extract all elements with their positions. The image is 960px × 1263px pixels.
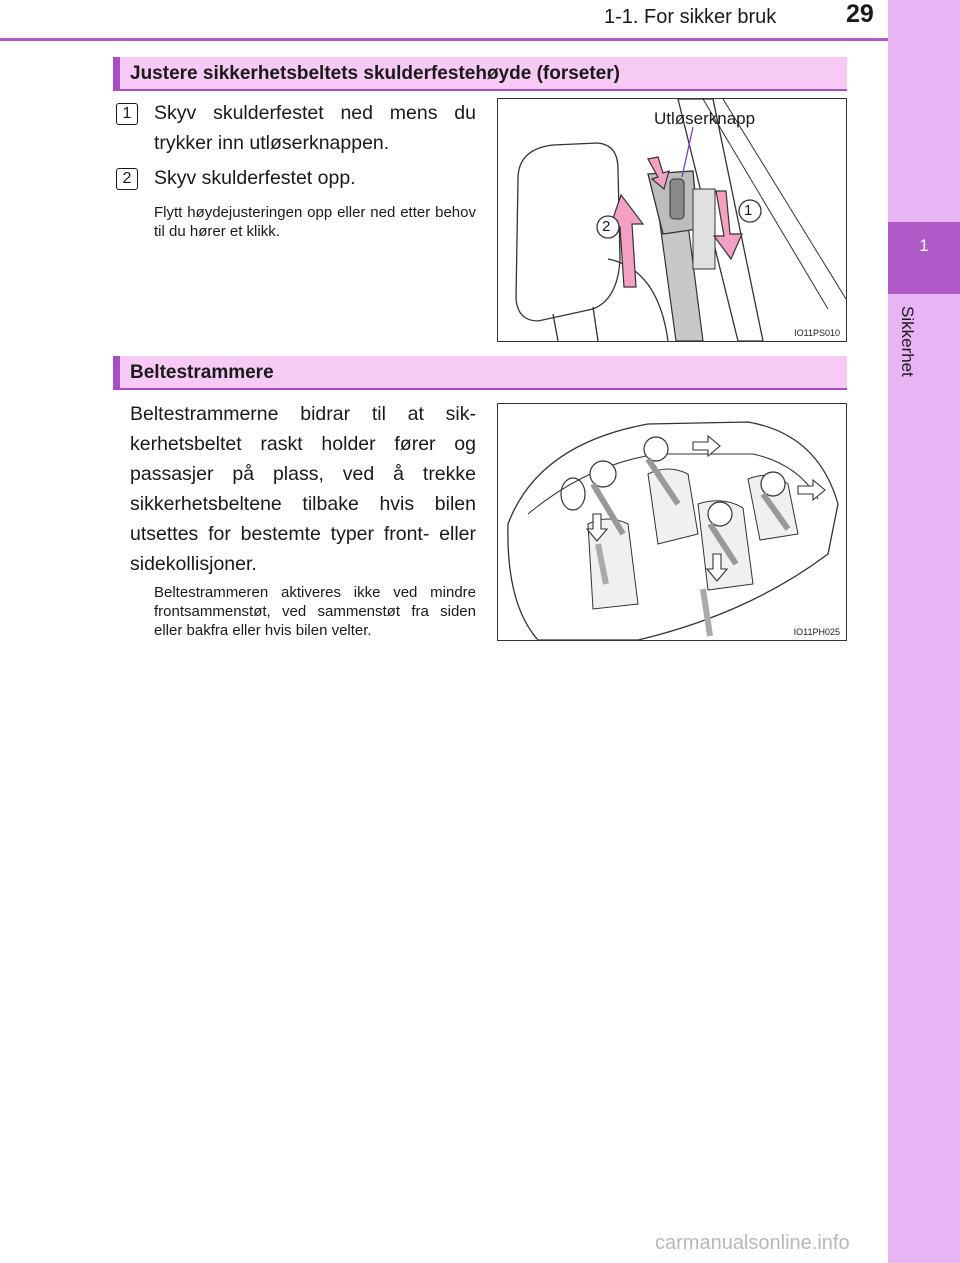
chapter-number: 1 — [919, 236, 929, 255]
section-reference: 1-1. For sikker bruk — [604, 6, 777, 28]
cabin-cutaway-illustration — [498, 404, 846, 640]
figure-code: IO11PS010 — [794, 328, 840, 338]
shoulder-anchor-figure — [497, 98, 847, 342]
shoulder-anchor-illustration — [498, 99, 846, 341]
adjustment-note: Flytt høydejusteringen opp eller ned etter behov til du hører et klikk. — [154, 204, 476, 240]
figure-marker-1: 1 — [744, 202, 753, 219]
chapter-number-block — [888, 222, 960, 294]
pretensioner-note: Beltestrammeren aktiveres ikke ved mindre frontsammenstøt, ved sammenstøt fra siden eller bakfra eller hvis bilen velter. — [154, 584, 476, 639]
step-marker-2: 2 — [116, 168, 138, 190]
section-title-pretensioners: Beltestrammere — [113, 356, 847, 390]
figure-code: IO11PH025 — [793, 627, 840, 637]
chapter-name: Sikkerhet — [898, 306, 917, 377]
page-number: 29 — [846, 0, 874, 28]
step-text-1: Skyv skulderfestet ned mens du trykker inn utløserknappen. — [154, 102, 476, 154]
pretensioner-body: Beltestrammerne bidrar til at sik-kerhetsbeltet raskt holder fører og passasjer på plass, ved å trekke sikkerhetsbeltene tilbake hvis bilen utsettes for bestemte typer front- eller sidekollisjoner. — [130, 403, 476, 575]
chapter-side-tab — [888, 0, 960, 1263]
pretensioner-figure — [497, 403, 847, 641]
section-title-shoulder-anchor: Justere sikkerhetsbeltets skulderfestehøyde (forseter) — [113, 57, 847, 91]
step-marker-1: 1 — [116, 103, 138, 125]
watermark: carmanualsonline.info — [655, 1232, 850, 1254]
figure-marker-2: 2 — [602, 218, 611, 235]
release-button-callout: Utløserknapp — [654, 109, 756, 128]
step-text-2: Skyv skulderfestet opp. — [154, 167, 356, 189]
header-rule — [0, 38, 888, 41]
